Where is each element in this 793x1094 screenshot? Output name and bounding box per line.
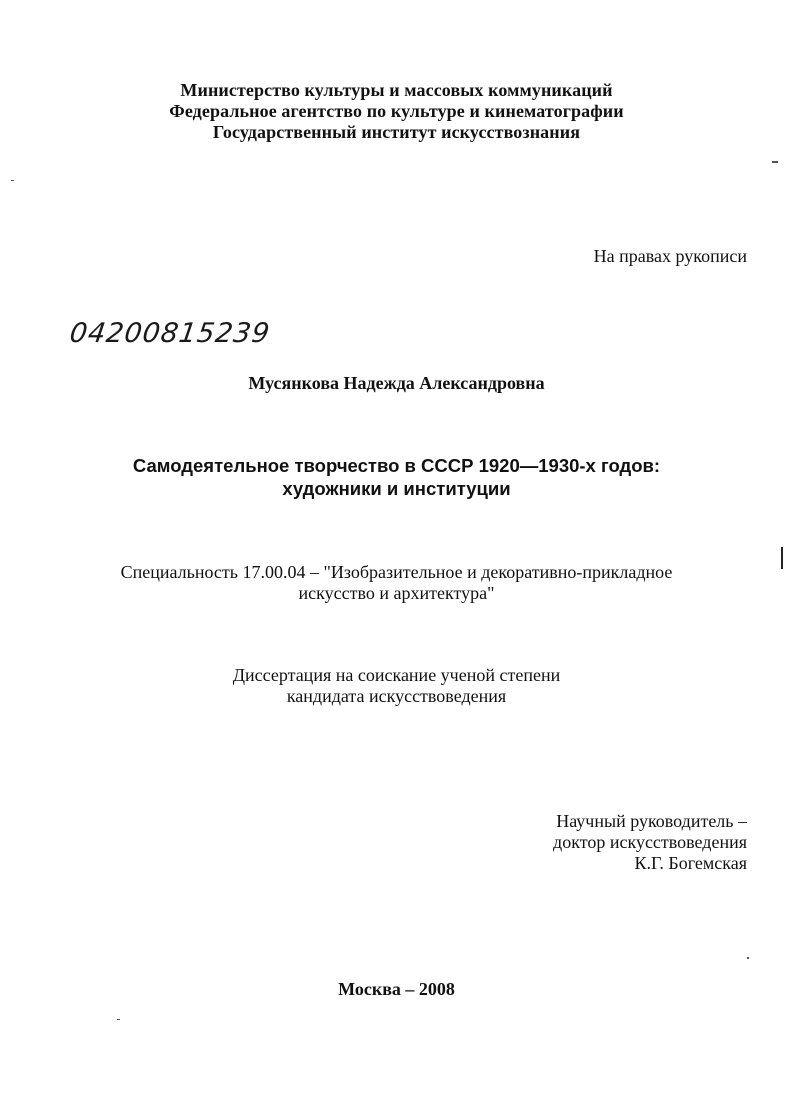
supervisor-role: Научный руководитель – [556, 811, 747, 831]
scan-speck [747, 957, 749, 959]
agency-line: Федеральное агентство по культуре и кинематографии [169, 101, 624, 121]
city-year: Москва – 2008 [338, 979, 455, 999]
specialty [0, 562, 793, 604]
rights-note: На правах рукописи [593, 246, 747, 266]
title-line: художники и институции [282, 478, 511, 499]
institution-header [0, 80, 793, 143]
scan-speck [117, 1019, 120, 1020]
institute-line: Государственный институт искусствознания [212, 122, 581, 142]
specialty-line: искусство и архитектура" [298, 583, 495, 603]
dissertation-title [0, 454, 793, 500]
supervisor-degree: доктор искусствоведения [553, 832, 747, 852]
degree-statement [0, 665, 793, 707]
degree-line: Диссертация на соискание ученой степени [232, 665, 561, 685]
scan-speck [11, 180, 14, 181]
degree-line: кандидата искусствоведения [286, 686, 507, 706]
scan-speck [772, 161, 778, 163]
supervisor-name: К.Г. Богемская [634, 853, 747, 873]
scan-speck [781, 547, 783, 569]
ministry-line: Министерство культуры и массовых коммуникаций [180, 80, 613, 100]
specialty-line: Специальность 17.00.04 – "Изобразительное и декоративно-прикладное [120, 562, 673, 582]
title-line: Самодеятельное творчество в СССР 1920—1930-х годов: [132, 455, 661, 476]
supervisor-block [553, 811, 747, 874]
handwritten-registration-number: 04200815239 [67, 318, 273, 349]
author-name: Мусянкова Надежда Александровна [248, 373, 545, 393]
